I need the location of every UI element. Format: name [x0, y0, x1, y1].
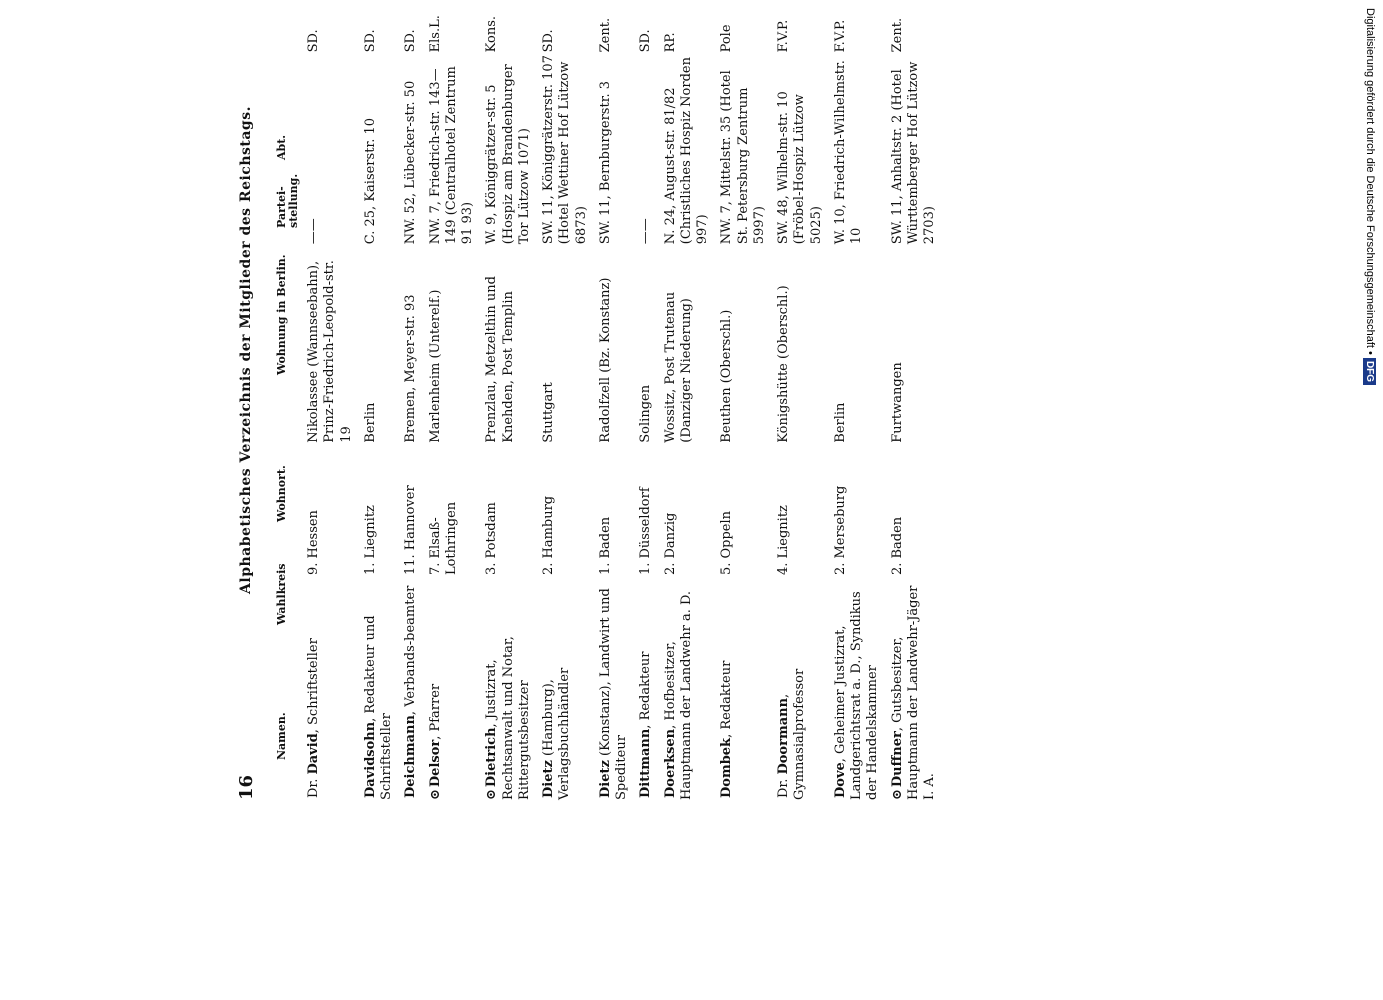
- member-occupation: , Hofbesitzer, Hauptmann der Landwehr a. D.: [662, 590, 694, 800]
- wohnung-cell: W. 10, Friedrich-Wilhelmstr. 10: [832, 60, 864, 245]
- table-row: [484, 0, 541, 800]
- partei-cell: Zent.: [889, 17, 905, 53]
- wahlkreis-cell: 11. Hannover: [403, 485, 419, 576]
- table-row: [598, 0, 639, 800]
- member-occupation: , Redakteur: [638, 651, 654, 729]
- member-name-cell: [719, 575, 776, 800]
- wohnort-cell: Wossitz, Post Trutenau (Danziger Niederung): [662, 291, 694, 443]
- member-occupation: , Gymnasialprofessor: [776, 668, 808, 800]
- circle-marker: ⊙: [889, 789, 905, 800]
- partei-cell: Kons.: [484, 15, 500, 53]
- table-row: [638, 0, 662, 800]
- wohnung-cell: ——: [306, 218, 321, 245]
- member-surname: Deichmann: [403, 715, 419, 798]
- member-surname: Dombek: [719, 737, 735, 798]
- wohnort-cell: Berlin: [362, 402, 378, 443]
- member-name-cell: [776, 575, 833, 800]
- member-occupation: , Gutsbesitzer, Hauptmann der Landwehr-Jäger I. A.: [889, 585, 937, 800]
- partei-cell: SD.: [362, 29, 378, 53]
- header-name: Namen.: [275, 712, 288, 760]
- wohnort-cell: Radolfzell (Bz. Konstanz): [597, 277, 613, 443]
- member-surname: David: [306, 733, 321, 775]
- wohnung-cell: SW. 11, Königgrätzerstr. 107 (Hotel Wettiner Hof Lützow 6873): [541, 55, 589, 245]
- wohnort-cell: Furtwangen: [889, 362, 905, 443]
- member-name-cell: [484, 575, 541, 800]
- header-partei: Partei-stellung.: [275, 173, 301, 228]
- wohnung-cell: NW. 52, Lübecker-str. 50: [403, 80, 419, 245]
- partei-cell: Els.L.: [427, 15, 443, 53]
- member-name-cell: [598, 575, 639, 800]
- partei-cell: F.V.P.: [832, 19, 848, 53]
- credit-text: Digitalisierung gefördert durch die Deutsche Forschungsgemeinschaft: [1364, 8, 1376, 348]
- wohnung-cell: SW. 11, Anhaltstr. 2 (Hotel Württemberger Hof Lützow 2703): [889, 61, 937, 245]
- header-wohnort: Wohnort.: [275, 465, 288, 522]
- member-name-cell: [363, 575, 404, 800]
- wahlkreis-cell: 2. Baden: [889, 516, 905, 576]
- member-name-cell: [890, 575, 947, 800]
- member-name-cell: [306, 575, 363, 800]
- member-occupation: , Pfarrer: [427, 683, 443, 740]
- dfg-logo: DFG: [1363, 358, 1376, 385]
- wahlkreis-cell: 4. Liegnitz: [776, 505, 791, 576]
- wahlkreis-cell: 1. Baden: [597, 516, 613, 576]
- member-surname: Doormann: [776, 697, 791, 775]
- table-row: [306, 0, 363, 800]
- member-surname: Duffner: [889, 731, 905, 788]
- wohnort-cell: Bremen, Meyer-str. 93: [403, 294, 419, 443]
- table-row: [403, 0, 427, 800]
- wohnort-cell: Solingen: [638, 384, 654, 443]
- digitization-credit: Digitalisierung gefördert durch die Deutsche Forschungsgemeinschaft • DFG: [1352, 8, 1376, 398]
- partei-cell: SD.: [403, 29, 419, 53]
- member-surname: Dietz: [597, 760, 613, 798]
- member-surname: Dittmann: [638, 728, 654, 798]
- member-occupation: (Konstanz), Landwirt und Spediteur: [597, 588, 629, 800]
- partei-cell: RP.: [662, 32, 678, 53]
- member-name-cell: [833, 575, 890, 800]
- wohnort-cell: Stuttgart: [541, 382, 556, 443]
- member-occupation: , Redakteur und Schriftsteller: [362, 615, 394, 800]
- wohnung-cell: NW. 7, Mittelstr. 35 (Hotel St. Petersburg Zentrum 5997): [719, 70, 767, 245]
- member-occupation: (Hamburg), Verlagsbuchhändler: [541, 667, 573, 800]
- member-name-cell: [638, 575, 662, 800]
- member-surname: Dietrich: [484, 727, 500, 788]
- partei-cell: SD.: [541, 29, 556, 53]
- wahlkreis-cell: 9. Hessen: [306, 510, 321, 576]
- page-number: 16: [236, 774, 257, 800]
- members-table: [306, 0, 946, 800]
- member-occupation: , Schriftsteller: [306, 638, 321, 734]
- member-name-cell: [428, 575, 485, 800]
- member-occupation: , Geheimer Justizrat, Landgerichtsrat a. D., Syndikus der Handelskammer: [832, 591, 881, 800]
- wohnort-cell: Berlin: [832, 402, 848, 443]
- wohnort-cell: Prenzlau, Metzelthin und Knehden, Post Templin: [484, 276, 516, 443]
- member-occupation: , Redakteur: [719, 660, 735, 738]
- partei-cell: Pole: [719, 24, 735, 53]
- member-name-cell: [663, 575, 720, 800]
- table-row: [541, 0, 598, 800]
- table-row: [428, 0, 485, 800]
- wohnung-cell: N. 24, August-str. 81/82 (Christliches Hospiz Norden 997): [662, 57, 710, 245]
- member-surname: Dove: [832, 762, 848, 798]
- partei-cell: Zent.: [597, 17, 613, 53]
- member-surname: Davidsohn: [362, 721, 378, 798]
- partei-cell: F.V.P.: [776, 19, 791, 53]
- wahlkreis-cell: 1. Düsseldorf: [638, 487, 654, 576]
- table-row: [363, 0, 404, 800]
- member-surname: Delsor: [427, 739, 443, 788]
- table-row: [776, 0, 833, 800]
- wahlkreis-cell: 3. Potsdam: [484, 502, 500, 576]
- wahlkreis-cell: 5. Oppeln: [719, 510, 735, 576]
- header-abt: Abt.: [275, 134, 288, 160]
- table-row: [890, 0, 947, 800]
- member-surname: Doerksen: [662, 728, 678, 798]
- wohnung-cell: NW. 7, Friedrich-str. 143—149 (Centralhotel Zentrum 91 93): [427, 66, 475, 245]
- circle-marker: ⊙: [427, 789, 443, 800]
- wahlkreis-cell: 2. Danzig: [662, 512, 678, 576]
- partei-cell: SD.: [306, 29, 321, 53]
- member-occupation: , Verbands-beamter: [403, 585, 419, 716]
- table-row: [833, 0, 890, 800]
- member-name-cell: [541, 575, 598, 800]
- wohnort-cell: Nikolassee (Wannseebahn), Prinz-Friedrich-Leopold-str. 19: [306, 260, 354, 443]
- page-title: Alphabetisches Verzeichnis der Mitglieder des Reichstags.: [238, 106, 254, 594]
- wohnung-cell: C. 25, Kaiserstr. 10: [362, 117, 378, 245]
- wahlkreis-cell: 7. Elsaß-Lothringen: [427, 501, 459, 576]
- name-prefix: Dr.: [306, 774, 321, 798]
- member-name-cell: [403, 575, 427, 800]
- wohnung-cell: W. 9, Königgrätzer-str. 5 (Hospiz am Brandenburger Tor Lützow 1071): [484, 64, 532, 245]
- wohnung-cell: ——: [638, 218, 654, 245]
- wohnung-cell: SW. 11, Bernburgerstr. 3: [597, 80, 613, 245]
- member-surname: Dietz: [541, 760, 556, 798]
- wohnort-cell: Königshütte (Oberschl.): [776, 285, 791, 443]
- partei-cell: SD.: [638, 29, 654, 53]
- rotated-page: [230, 0, 937, 800]
- header-wohnung: Wohnung in Berlin.: [275, 254, 288, 375]
- header-wahlkreis: Wahlkreis: [275, 563, 288, 625]
- table-row: [663, 0, 720, 800]
- wahlkreis-cell: 2. Hamburg: [541, 495, 556, 576]
- wohnung-cell: SW. 48, Wilhelm-str. 10 (Fröbel-Hospiz Lützow 5025): [776, 91, 824, 245]
- name-prefix: Dr.: [776, 774, 791, 798]
- circle-marker: ⊙: [484, 789, 500, 800]
- member-occupation: , Justizrat, Rechtsanwalt und Notar, Rittergutsbesitzer: [484, 636, 532, 800]
- wohnort-cell: Marlenheim (Unterelf.): [427, 289, 443, 443]
- wahlkreis-cell: 2. Merseburg: [832, 485, 848, 576]
- table-row: [719, 0, 776, 800]
- wohnort-cell: Beuthen (Oberschl.): [719, 309, 735, 443]
- wahlkreis-cell: 1. Liegnitz: [362, 505, 378, 576]
